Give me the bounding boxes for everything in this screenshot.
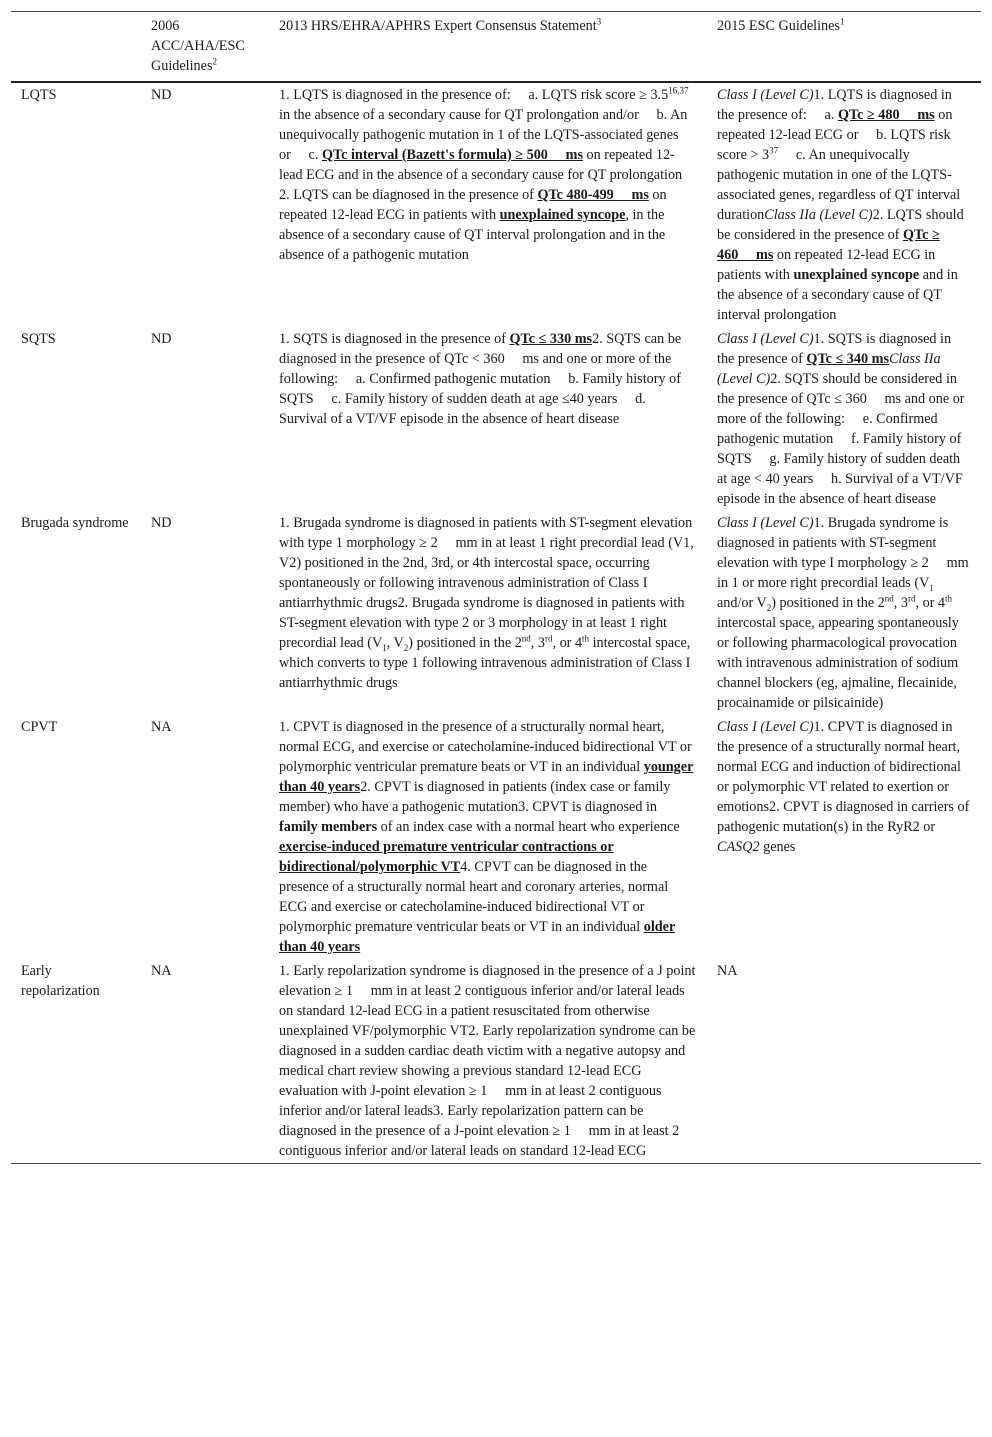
- cell-text: on repeated 12-lead ECG or b. LQTS risk score > 3: [717, 107, 953, 163]
- cell-text: in the absence of a secondary cause for QT prolongation and/or b. An unequivocally pathogenic mutation in 1 of the LQTS-associated genes or c.: [279, 107, 688, 163]
- class-level-label: Class I (Level C): [717, 331, 814, 347]
- superscript: rd: [907, 593, 916, 604]
- superscript: th: [582, 633, 590, 644]
- cell-text: of an index case with a normal heart who experience: [377, 819, 680, 835]
- cell-text: 1. SQTS is diagnosed in the presence of: [279, 331, 510, 347]
- class-level-label: Class I (Level C): [717, 719, 814, 735]
- cell-text: intercostal space, which converts to type 1 following intravenous administration of Class I antiarrhythmic drugs: [279, 635, 691, 691]
- subscript: 2: [403, 642, 409, 653]
- cell-text: , in the absence of a secondary cause of QT interval prolongation and in the absence of a pathogenic mutation: [279, 207, 666, 263]
- cell-text: 1. Brugada syndrome is diagnosed in patients with ST-segment elevation with type 1 morphology ≥ 2 mm in at least 1 right precordial lead (V1, V2) positioned in the 2nd, 3rd, or 4th intercostal space, occurring spontaneously or following intravenous administration of Class I antiarrhythmic drugs2. Brugada syndrome is diagnosed in patients with ST-segment elevation with type 2 or 3 morphology in at least 1 right precordial lead (V: [279, 515, 694, 651]
- cell-text: 1. Early repolarization syndrome is diagnosed in the presence of a J point elevation ≥ 1 mm in at least 2 contiguous inferior and/or lateral leads on standard 12-lead ECG in a patient resuscitated from otherwise unexplained VF/polymorphic VT2. Early repolarization syndrome can be diagnosed in a sudden cardiac death victim with a negative autopsy and medical chart review showing a previous standard 12-lead ECG evaluation with J-point elevation ≥ 1 mm in at least 2 contiguous inferior and/or lateral leads3. Early repolarization pattern can be diagnosed in the presence of a J-point elevation ≥ 1 mm in at least 2 contiguous inferior and/or lateral leads on standard 12-lead ECG: [279, 963, 696, 1159]
- superscript: th: [945, 593, 953, 604]
- superscript: 16,37: [668, 85, 689, 96]
- esc-2015-cell: [707, 959, 981, 1164]
- cell-text: c. An unequivocally pathogenic mutation in one of the LQTS-associated genes, regardless of QT interval duration: [717, 147, 961, 223]
- class-level-label: Class IIa (Level C): [764, 207, 873, 223]
- emphasized-term: QTc ≥ 460 ms: [717, 227, 940, 263]
- hrs-2013-cell: [269, 82, 707, 327]
- acc-2006-cell: NA: [151, 719, 172, 735]
- acc-2006-cell: ND: [151, 331, 172, 347]
- bold-term: unexplained syncope: [793, 267, 920, 283]
- superscript: nd: [521, 633, 531, 644]
- cell-text: on repeated 12-lead ECG in patients with: [717, 247, 936, 283]
- header-esc-ref: 1: [839, 16, 845, 27]
- table-row: [11, 327, 981, 511]
- table-body: [11, 82, 981, 1164]
- header-hrs-ref: 3: [596, 16, 602, 27]
- acc-2006-cell: NA: [151, 963, 172, 979]
- cell-text: , or 4: [915, 595, 946, 611]
- syndrome-cell: LQTS: [21, 87, 57, 103]
- bold-term: family members: [279, 819, 378, 835]
- table-row: [11, 715, 981, 959]
- cell-text: genes: [759, 839, 796, 855]
- emphasized-term: older than 40 years: [279, 919, 676, 955]
- cell-text: 2. SQTS can be diagnosed in the presence of QTc < 360 ms and one or more of the following: a. Confirmed pathogenic mutation b. Family history of SQTS c. Family history of sudden death at age ≤40 years d. Survival of a VT/VF episode in the absence of heart disease: [279, 331, 682, 427]
- cell-text: 1. LQTS is diagnosed in the presence of: a. LQTS risk score ≥ 3.5: [279, 87, 669, 103]
- syndrome-cell: CPVT: [21, 719, 58, 735]
- cell-text: 2. SQTS should be considered in the presence of QTc ≤ 360 ms and one or more of the following: e. Confirmed pathogenic mutation f. Family history of SQTS g. Family history of sudden death at age < 40 years h. Survival of a VT/VF episode in the absence of heart disease: [717, 371, 965, 507]
- subscript: 2: [766, 602, 772, 613]
- cell-text: on repeated 12-lead ECG and in the absence of a secondary cause for QT prolongation 2. LQTS can be diagnosed in the presence of: [279, 147, 697, 203]
- esc-2015-cell: [707, 715, 981, 959]
- cell-text: , or 4: [552, 635, 583, 651]
- cell-text: and/or V: [717, 595, 767, 611]
- header-acc-ref: 2: [212, 56, 217, 67]
- acc-2006-cell: ND: [151, 87, 172, 103]
- hrs-2013-cell: [269, 327, 707, 511]
- class-level-label: CASQ2: [717, 839, 760, 855]
- syndrome-cell: Early repolarization: [21, 963, 100, 999]
- esc-2015-cell: [707, 327, 981, 511]
- class-level-label: Class I (Level C): [717, 515, 814, 531]
- header-acc-aha-esc-2006: [141, 12, 269, 83]
- hrs-2013-cell: [269, 715, 707, 959]
- guidelines-comparison-table: [11, 11, 981, 1164]
- subscript: 1: [382, 642, 387, 653]
- emphasized-term: unexplained syncope: [499, 207, 626, 223]
- cell-text: and in the absence of a secondary cause of QT interval prolongation: [717, 267, 958, 323]
- header-row: [11, 12, 981, 83]
- emphasized-term: QTc ≤ 330 ms: [509, 331, 593, 347]
- esc-2015-cell: [707, 82, 981, 327]
- cell-text: ) positioned in the 2: [408, 635, 522, 651]
- cell-text: 1. CPVT is diagnosed in the presence of a structurally normal heart, normal ECG, and exercise or catecholamine-induced bidirectional VT or polymorphic ventricular premature beats or VT in an individual: [279, 719, 692, 775]
- hrs-2013-cell: [269, 511, 707, 715]
- cell-text: ) positioned in the 2: [771, 595, 885, 611]
- cell-text: 1. LQTS is diagnosed in the presence of: a.: [717, 87, 952, 123]
- hrs-2013-cell: [269, 959, 707, 1164]
- subscript: 1: [929, 582, 934, 593]
- cell-text: , 3: [893, 595, 908, 611]
- table-row: [11, 82, 981, 327]
- table-row: [11, 511, 981, 715]
- syndrome-cell: SQTS: [21, 331, 56, 347]
- cell-text: intercostal space, appearing spontaneously or following pharmacological provocation with intravenous administration of sodium channel blockers (eg, ajmaline, flecainide, procainamide or pilsicainide): [717, 615, 959, 711]
- cell-text: 1. CPVT is diagnosed in the presence of a structurally normal heart, normal ECG and induction of bidirectional or polymorphic VT related to exertion or emotions2. CPVT is diagnosed in carriers of pathogenic mutation(s) in the RyR2 or: [717, 719, 970, 835]
- emphasized-term: QTc ≥ 480 ms: [837, 107, 935, 123]
- esc-2015-cell: [707, 511, 981, 715]
- superscript: rd: [544, 633, 553, 644]
- superscript: nd: [884, 593, 894, 604]
- cell-text: 2. LQTS should be considered in the presence of: [717, 207, 964, 243]
- cell-text: , V: [386, 635, 404, 651]
- header-esc-2015: [707, 12, 981, 83]
- emphasized-term: QTc ≤ 340 ms: [806, 351, 889, 367]
- header-esc-text: 2015 ESC Guidelines: [717, 18, 840, 34]
- cell-text: 4. CPVT can be diagnosed in the presence of a structurally normal heart and coronary arteries, normal ECG and exercise or catecholamine-induced bidirectional VT or polymorphic premature ventricular beats or VT in an individual: [279, 859, 669, 935]
- cell-text: NA: [717, 963, 738, 979]
- table-row: [11, 959, 981, 1164]
- cell-text: 1. SQTS is diagnosed in the presence of: [717, 331, 952, 367]
- header-acc-text: 2006 ACC/AHA/ESC Guidelines: [151, 18, 245, 74]
- header-hrs-ehra-aphrs-2013: [269, 12, 707, 83]
- emphasized-term: exercise-induced premature ventricular contractions or bidirectional/polymorphic VT: [279, 839, 614, 875]
- table-header: [11, 12, 981, 83]
- syndrome-cell: Brugada syndrome: [21, 515, 129, 531]
- cell-text: 1. Brugada syndrome is diagnosed in patients with ST-segment elevation with type I morphology ≥ 2 mm in 1 or more right precordial leads (V: [717, 515, 969, 591]
- class-level-label: Class IIa (Level C): [717, 351, 941, 387]
- emphasized-term: QTc 480-499 ms: [537, 187, 649, 203]
- superscript: 37: [769, 145, 779, 156]
- header-syndrome: [11, 12, 141, 83]
- emphasized-term: QTc interval (Bazett's formula) ≥ 500 ms: [321, 147, 583, 163]
- cell-text: 2. CPVT is diagnosed in patients (index case or family member) who have a pathogenic mutation3. CPVT is diagnosed in: [279, 779, 671, 815]
- acc-2006-cell: ND: [151, 515, 172, 531]
- header-hrs-text: 2013 HRS/EHRA/APHRS Expert Consensus Statement: [279, 18, 597, 34]
- emphasized-term: younger than 40 years: [279, 759, 694, 795]
- cell-text: , 3: [530, 635, 545, 651]
- class-level-label: Class I (Level C): [717, 87, 814, 103]
- cell-text: on repeated 12-lead ECG in patients with: [279, 187, 667, 223]
